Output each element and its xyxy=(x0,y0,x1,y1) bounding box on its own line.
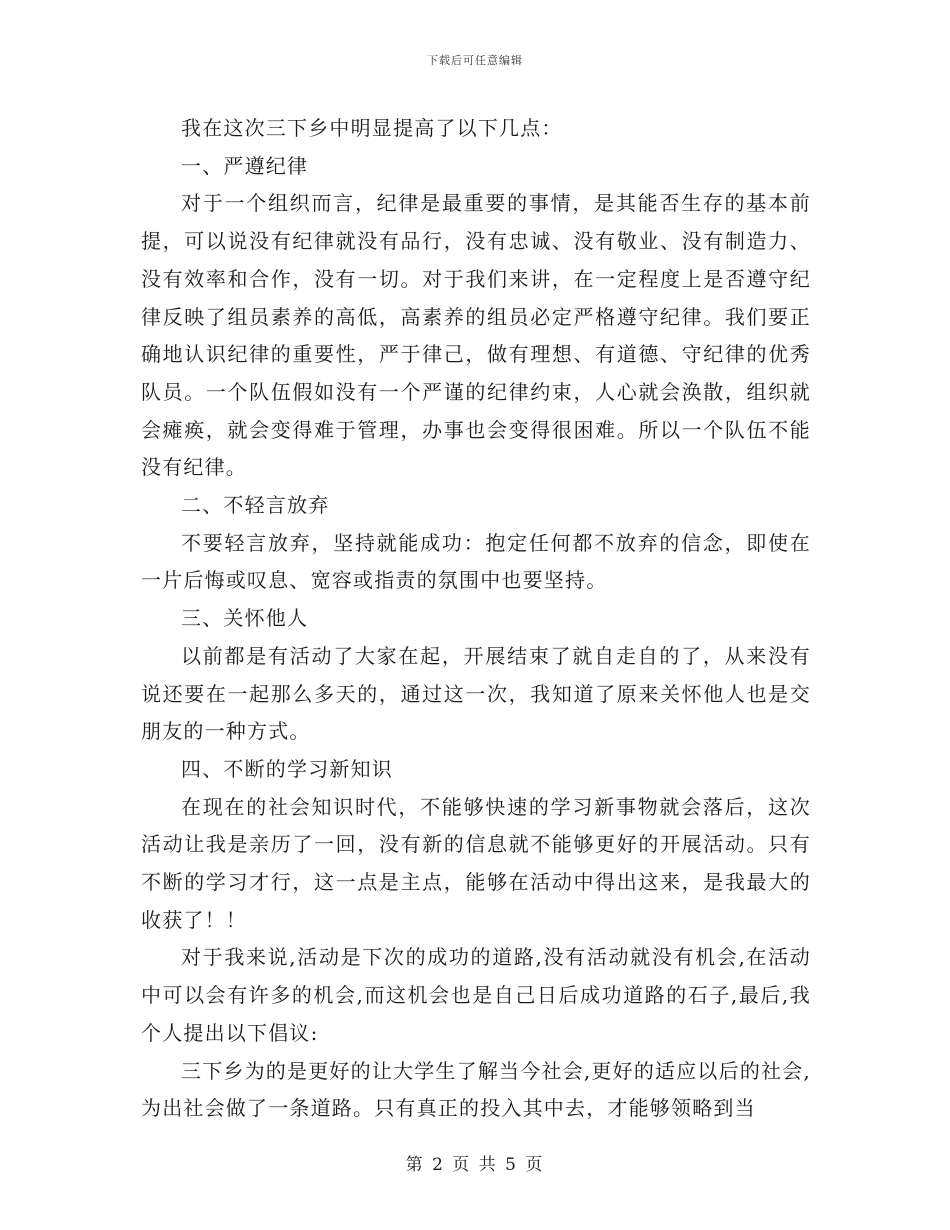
page-header: 下载后可任意编辑 xyxy=(427,54,523,67)
section-heading-caring: 三、关怀他人 xyxy=(181,606,309,631)
section-heading-perseverance: 二、不轻言放弃 xyxy=(181,493,330,518)
perseverance-paragraph: 不要轻言放弃，坚持就能成功：抱定任何都不放弃的信念，即使在一片后悔或叹息、宽容或指责的氛围中也要坚持。 xyxy=(141,530,811,593)
reflection-paragraph: 对于我来说,活动是下次的成功的道路,没有活动就没有机会,在活动中可以会有许多的机会,而这机会也是自己日后成功道路的石子,最后,我个人提出以下倡议: xyxy=(141,945,811,1045)
section-heading-discipline: 一、严遵纪律 xyxy=(181,153,309,178)
caring-paragraph: 以前都是有活动了大家在起，开展结束了就自走自的了，从来没有说还要在一起那么多天的，通过这一次，我知道了原来关怀他人也是交朋友的一种方式。 xyxy=(141,643,811,744)
document-body xyxy=(141,110,811,1128)
page-number-footer: 第 2 页 共 5 页 xyxy=(405,1155,545,1175)
learning-paragraph: 在现在的社会知识时代，不能够快速的学习新事物就会落后，这次活动让我是亲历了一回，没有新的信息就不能够更好的开展活动。只有不断的学习才行，这一点是主点，能够在活动中得出这来，是我最大的收获了！！ xyxy=(141,794,811,932)
discipline-paragraph: 对于一个组织而言，纪律是最重要的事情，是其能否生存的基本前提，可以说没有纪律就没有品行，没有忠诚、没有敬业、没有制造力、没有效率和合作，没有一切。对于我们来讲，在一定程度上是否遵守纪律反映了组员素养的高低，高素养的组员必定严格遵守纪律。我们要正确地认识纪律的重要性，严于律己，做有理想、有道德、守纪律的优秀队员。一个队伍假如没有一个严谨的纪律约束，人心就会涣散，组织就会瘫痪，就会变得难于管理，办事也会变得很困难。所以一个队伍不能没有纪律。 xyxy=(141,191,811,480)
section-heading-learning: 四、不断的学习新知识 xyxy=(181,756,393,781)
intro-paragraph: 我在这次三下乡中明显提高了以下几点： xyxy=(181,116,563,140)
closing-paragraph: 三下乡为的是更好的让大学生了解当今社会,更好的适应以后的社会,为出社会做了一条道路。只有真正的投入其中去，才能够领略到当 xyxy=(141,1058,811,1121)
